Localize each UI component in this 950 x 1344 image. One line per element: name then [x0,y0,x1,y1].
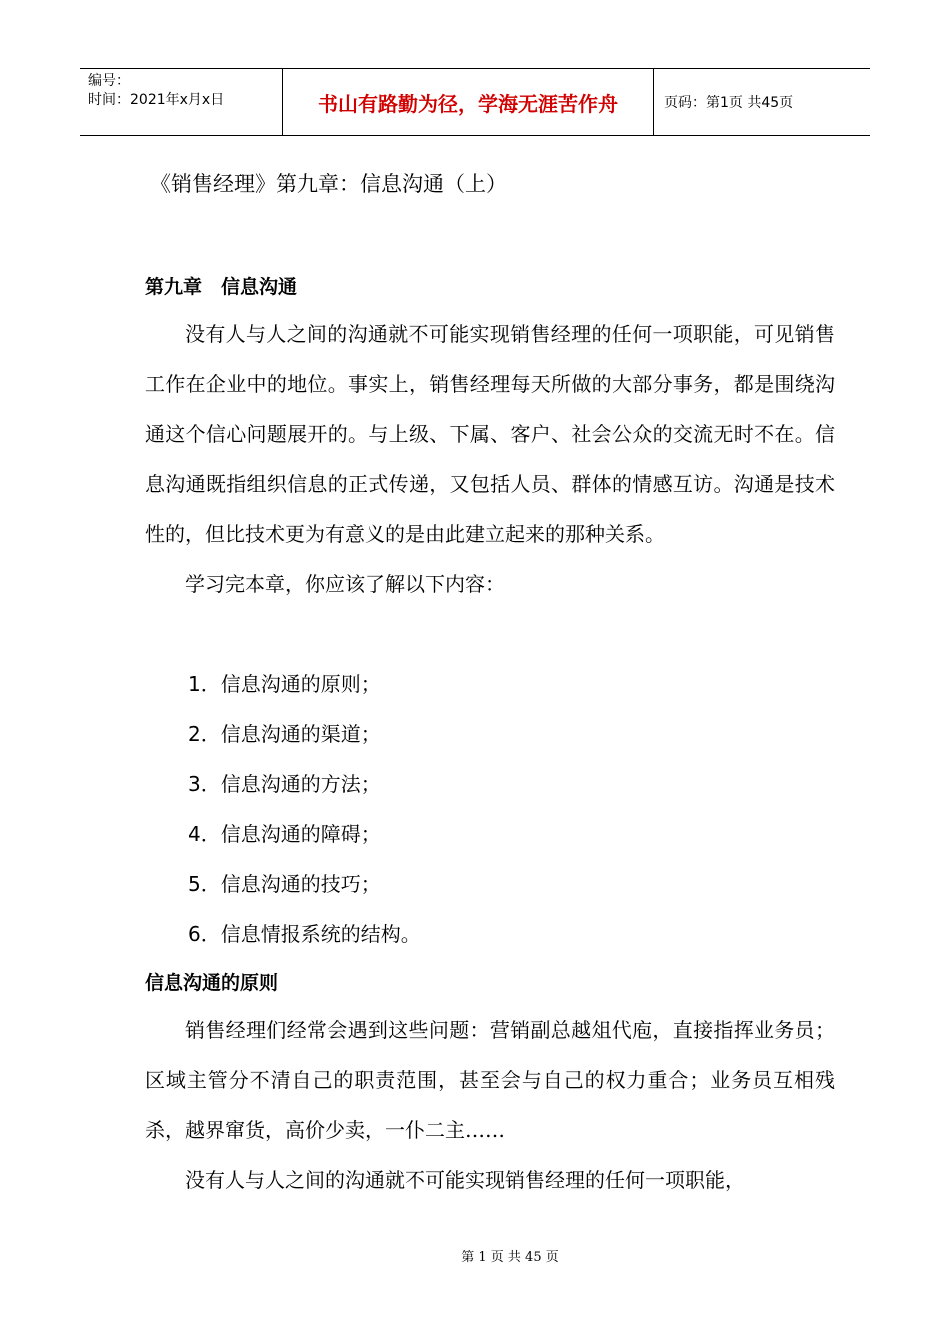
list-item: 3．信息沟通的方法； [188,772,381,796]
header-motto-cell [283,69,654,135]
section-paragraph: 销售经理们经常会遇到这些问题：营销副总越俎代庖，直接指挥业务员；区域主管分不清自己的职责范围，甚至会与自己的权力重合；业务员互相残杀，越界窜货，高价少卖，一仆二主…… [145,1018,835,1142]
list-item: 5．信息沟通的技巧； [188,872,381,896]
learn-intro: 学习完本章，你应该了解以下内容： [185,572,505,596]
list-item: 4．信息沟通的障碍； [188,822,381,846]
header-table [80,68,870,136]
header-page-cell [654,69,870,135]
learn-list [188,659,421,959]
list-item: 1．信息沟通的原则； [188,672,381,696]
date-label: 时间：2021年x月x日 [88,92,225,108]
intro-paragraph: 没有人与人之间的沟通就不可能实现销售经理的任何一项职能，可见销售工作在企业中的地位。事实上，销售经理每天所做的大部分事务，都是围绕沟通这个信心问题展开的。与上级、下属、客户、社会公众的交流无时不在。信息沟通既指组织信息的正式传递，又包括人员、群体的情感互访。沟通是技术性的，但比技术更为有意义的是由此建立起来的那种关系。 [145,322,835,546]
intro-section [145,309,835,609]
list-item: 2．信息沟通的渠道； [188,722,381,746]
header-meta-cell [80,69,283,135]
document-title: 《销售经理》第九章：信息沟通（上） [150,172,507,196]
section-heading: 信息沟通的原则 [145,972,279,994]
last-paragraph: 没有人与人之间的沟通就不可能实现销售经理的任何一项职能， [185,1168,745,1192]
page-info: 页码：第1页 共45页 [664,95,794,111]
section-body [145,1005,835,1205]
list-item: 6．信息情报系统的结构。 [188,922,421,946]
chapter-heading: 第九章 信息沟通 [145,276,298,298]
page-footer: 第 1 页 共 45 页 [461,1250,559,1265]
number-label: 编号： [88,73,130,89]
motto-text: 书山有路勤为径，学海无涯苦作舟 [318,91,618,116]
